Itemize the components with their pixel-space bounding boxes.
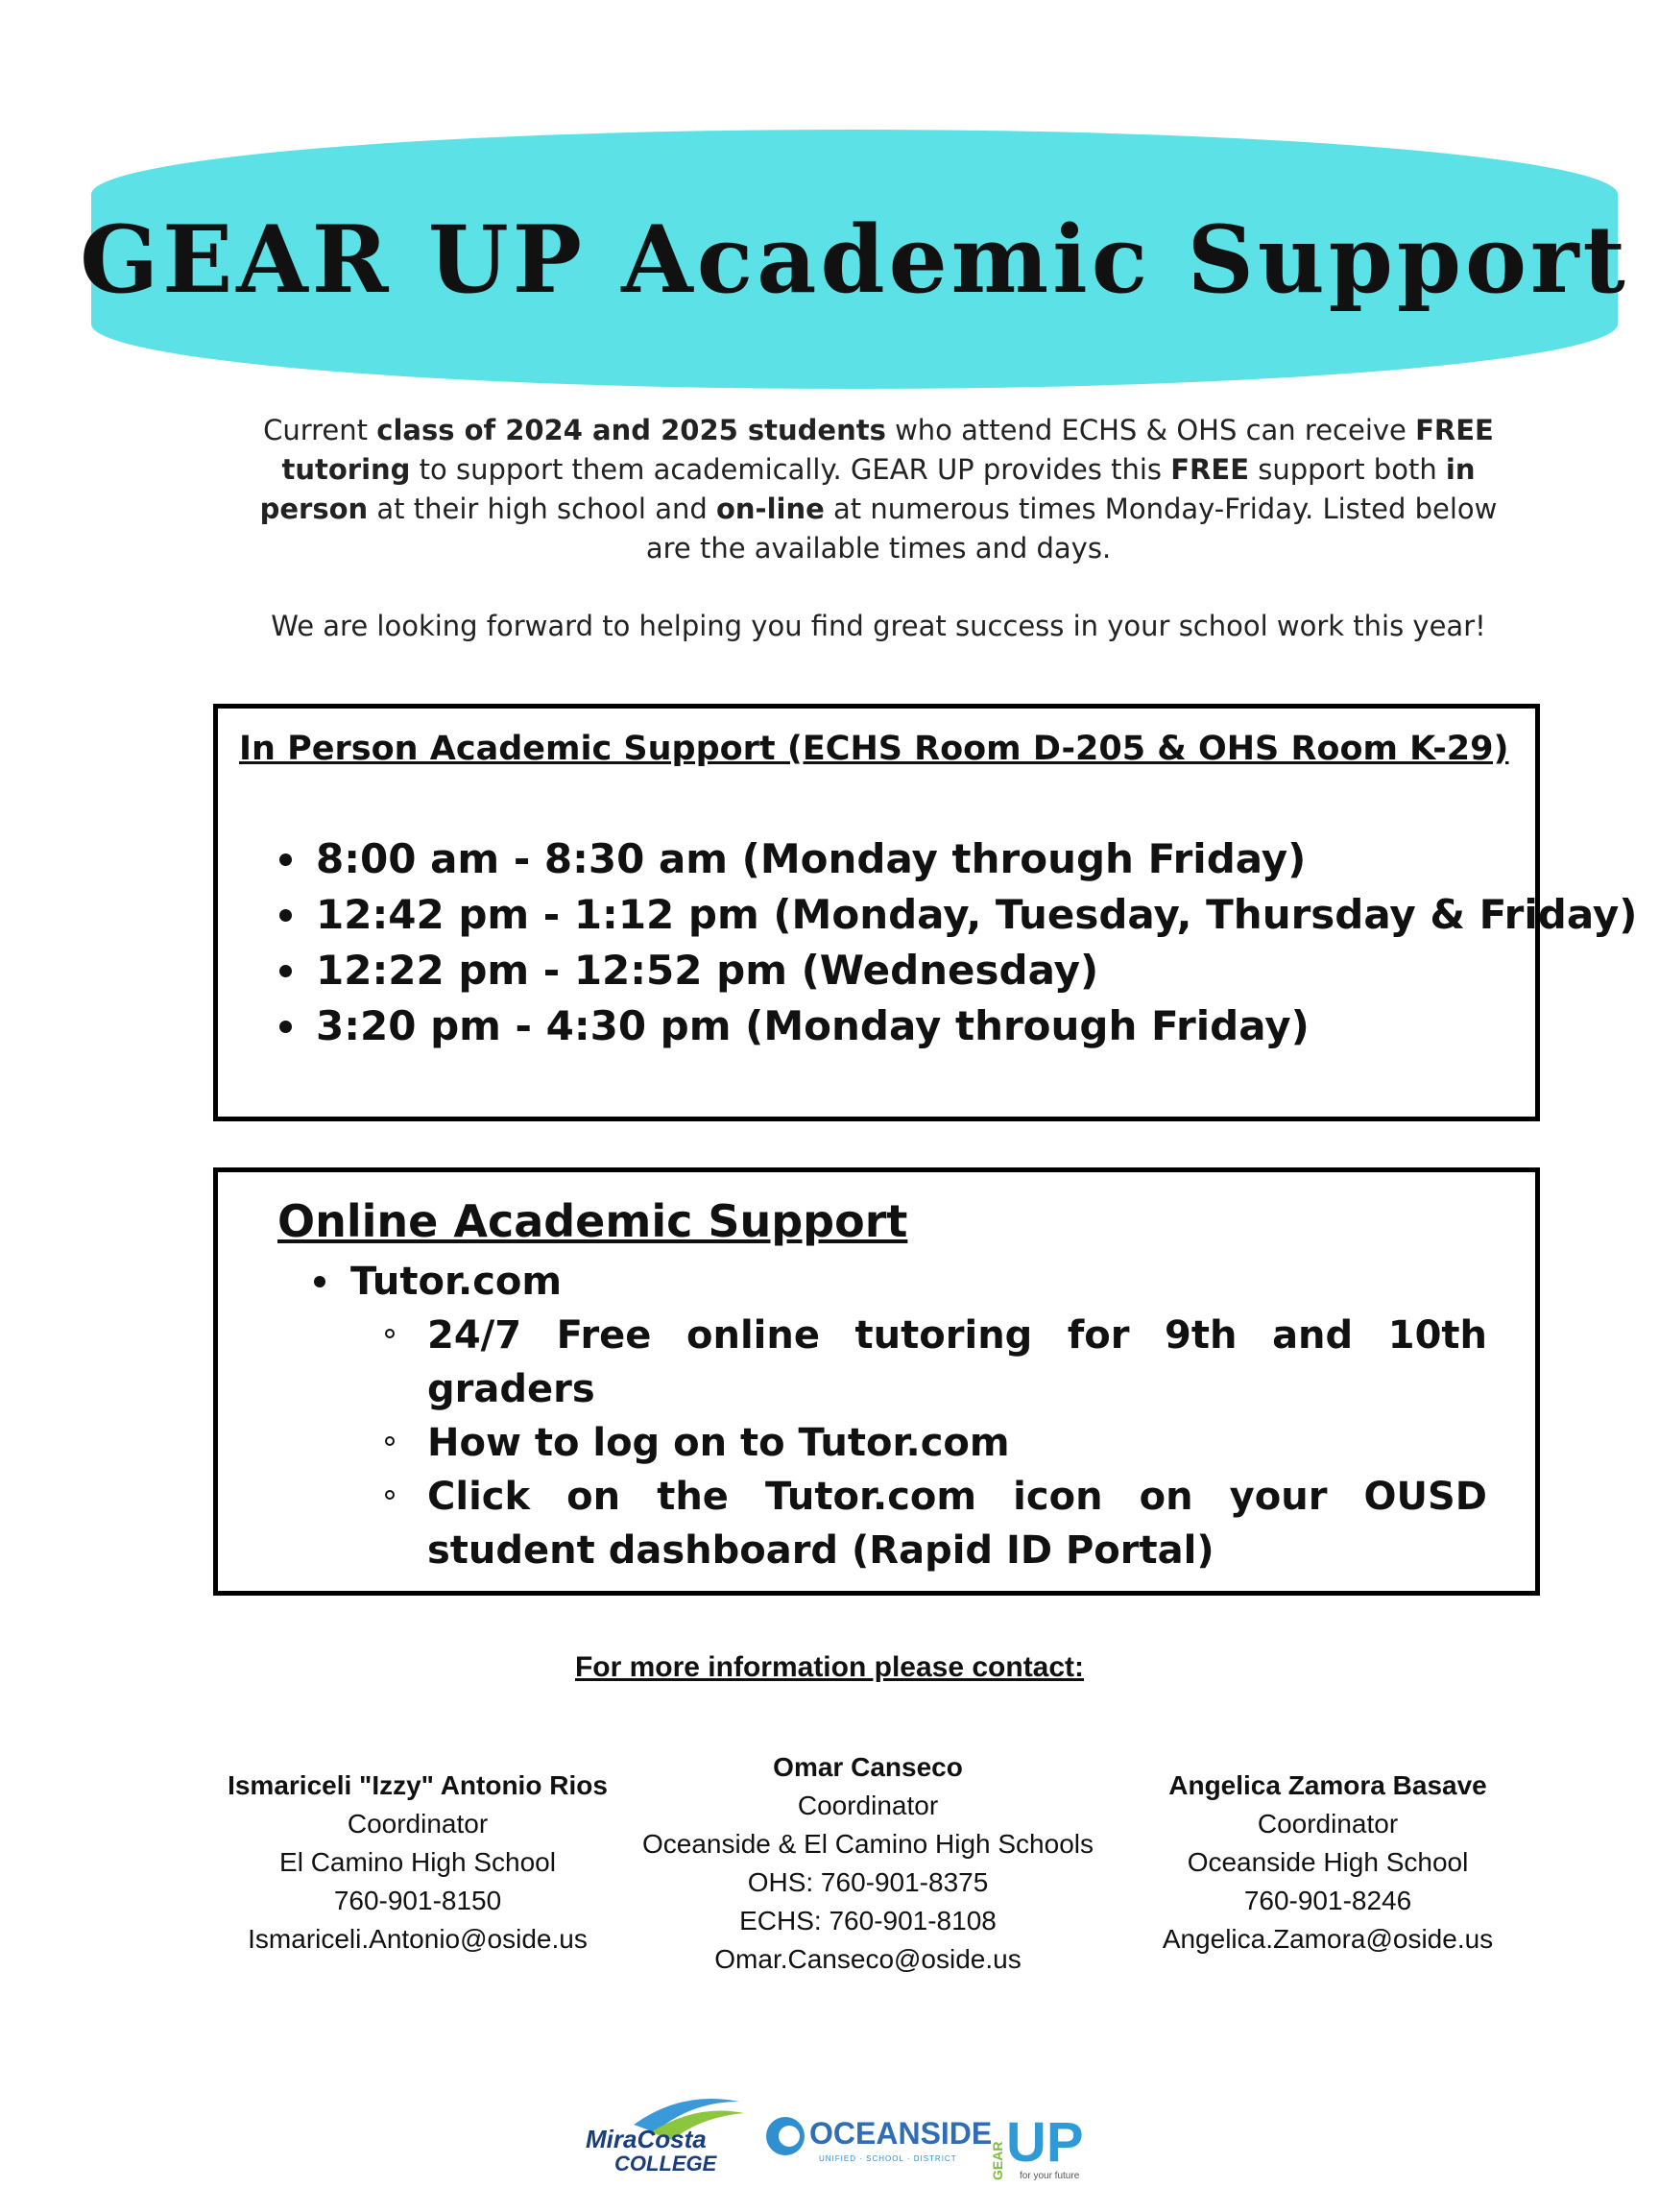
miracosta-name: MiraCosta xyxy=(586,2125,707,2153)
intro-text: Current xyxy=(263,414,377,446)
list-item: 12:42 pm - 1:12 pm (Monday, Tuesday, Thursday & Friday) xyxy=(276,887,1637,943)
intro-closing: We are looking forward to helping you find great success in your school work this year! xyxy=(271,610,1486,642)
intro-text: at numerous times Monday-Friday. Listed below are the available times and days. xyxy=(645,493,1498,565)
oceanside-name: OCEANSIDE xyxy=(809,2116,993,2151)
list-item: How to log on to Tutor.com xyxy=(383,1416,1487,1470)
list-item: 12:22 pm - 12:52 pm (Wednesday) xyxy=(276,943,1637,998)
contact-card-omar xyxy=(599,1748,1137,1979)
online-sublist xyxy=(383,1309,1487,1577)
online-list xyxy=(312,1255,562,1309)
contact-role: Coordinator xyxy=(797,1791,939,1820)
intro-emphasis: in person xyxy=(259,453,1476,525)
intro-text: support both xyxy=(1249,453,1446,486)
contact-phone: 760-901-8150 xyxy=(333,1886,502,1915)
intro-emphasis: class of 2024 and 2025 students xyxy=(376,414,886,446)
miracosta-logo xyxy=(586,2099,744,2176)
intro-emphasis: on-line xyxy=(715,493,825,525)
intro-text: to support them academically. GEAR UP provides this xyxy=(410,453,1171,486)
list-item: 8:00 am - 8:30 am (Monday through Friday) xyxy=(276,831,1637,887)
list-item: 3:20 pm - 4:30 pm (Monday through Friday) xyxy=(276,998,1637,1054)
contact-name: Ismariceli "Izzy" Antonio Rios xyxy=(228,1770,608,1800)
contact-email: Angelica.Zamora@oside.us xyxy=(1162,1924,1494,1954)
intro-emphasis: FREE xyxy=(1170,453,1250,486)
contact-school: El Camino High School xyxy=(279,1847,556,1877)
intro-paragraph xyxy=(240,411,1517,568)
in-person-support-box xyxy=(213,704,1638,1121)
list-item: Click on the Tutor.com icon on your OUSD student dashboard (Rapid ID Portal) xyxy=(383,1470,1487,1577)
gear-up-logo xyxy=(990,2111,1084,2181)
intro-text: at their high school and xyxy=(368,493,716,525)
title-banner xyxy=(80,130,1629,389)
intro-section xyxy=(240,411,1517,646)
contact-phone-ohs: OHS: 760-901-8375 xyxy=(747,1867,989,1897)
contact-card-angelica xyxy=(1059,1767,1597,1959)
oceanside-logo xyxy=(766,2116,992,2163)
gear-up-tagline: for your future xyxy=(1020,2171,1080,2181)
contact-email: Ismariceli.Antonio@oside.us xyxy=(248,1924,588,1954)
miracosta-college: COLLEGE xyxy=(614,2152,717,2176)
contact-school: Oceanside High School xyxy=(1187,1847,1469,1877)
oceanside-subtitle: UNIFIED · SCHOOL · DISTRICT xyxy=(819,2154,957,2163)
online-title: Online Academic Support xyxy=(277,1195,908,1247)
in-person-title: In Person Academic Support (ECHS Room D-205 & OHS Room K-29) xyxy=(239,730,1509,768)
contact-name: Omar Canseco xyxy=(773,1752,963,1782)
contact-school: Oceanside & El Camino High Schools xyxy=(641,1829,1094,1859)
intro-text: who attend ECHS & OHS can receive xyxy=(885,414,1416,446)
up-word: UP xyxy=(1006,2111,1084,2174)
contact-phone-echs: ECHS: 760-901-8108 xyxy=(739,1906,997,1936)
in-person-schedule-list xyxy=(276,831,1637,1054)
page-title: GEAR UP Academic Support xyxy=(80,204,1629,314)
online-support-box xyxy=(213,1167,1540,1596)
contact-name: Angelica Zamora Basave xyxy=(1168,1770,1487,1800)
contact-role: Coordinator xyxy=(1257,1809,1399,1839)
logo-strip xyxy=(576,2088,1114,2184)
contact-role: Coordinator xyxy=(347,1809,489,1839)
intro-emphasis: FREE tutoring xyxy=(281,414,1494,486)
contact-heading: For more information please contact: xyxy=(574,1651,1085,1683)
list-item-tutor-com: Tutor.com xyxy=(312,1255,562,1309)
list-item: 24/7 Free online tutoring for 9th and 10th graders xyxy=(383,1309,1487,1416)
contact-email: Omar.Canseco@oside.us xyxy=(714,1944,1022,1974)
partner-logos xyxy=(576,2088,1114,2184)
contact-phone: 760-901-8246 xyxy=(1243,1886,1412,1915)
gear-word: GEAR xyxy=(990,2141,1005,2180)
